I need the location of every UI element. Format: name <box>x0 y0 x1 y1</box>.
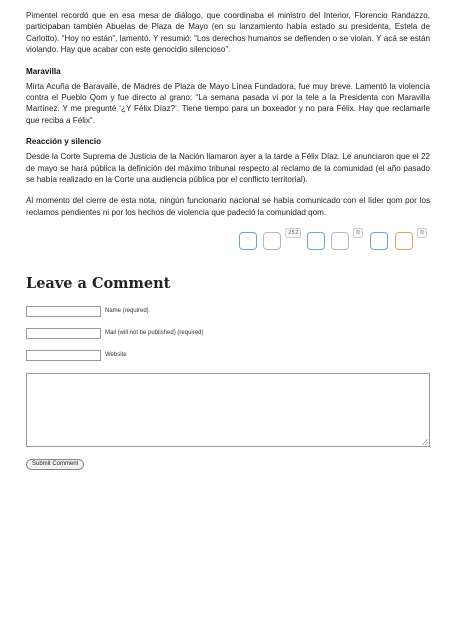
share-buttons-bar <box>26 228 430 256</box>
share-button-4[interactable] <box>331 232 349 250</box>
share-button-3[interactable] <box>307 232 325 250</box>
share-button-2[interactable] <box>263 232 281 250</box>
mail-label: Mail (will not be published) (required) <box>105 330 204 336</box>
leave-comment-heading: Leave a Comment <box>26 275 171 292</box>
name-input[interactable] <box>26 306 101 317</box>
submit-comment-button[interactable]: Submit Comment <box>26 459 84 470</box>
share-count: 252 <box>285 228 301 238</box>
mail-input[interactable] <box>26 328 101 339</box>
share-button-6[interactable] <box>395 232 413 250</box>
website-input[interactable] <box>26 350 101 361</box>
article-body <box>26 10 430 256</box>
article-paragraph: Pimentel recordó que en esa mesa de diálogo, que coordinaba el ministro del Interior, Florencio Randazzo, participaban también Abuelas de Plaza de Mayo (en su lanzamiento había estado su presidenta, Estela de Carlotto). “Hoy no están”, lamentó. Y resumió: “Los derechos humanos se defienden o se violan. Y acá se están violando. Hay que acabar con este genocidio silencioso”. <box>26 11 430 55</box>
website-label: Website <box>105 352 127 358</box>
article-paragraph: Mirta Acuña de Baravalle, de Madres de Plaza de Mayo Línea Fundadora, fue muy breve. Lamentó la violencia contra el Pueblo Qom y fue directo al grano: “La semana pasada vi por la tele a la Presidenta con Maravilla Martínez. Y me pregunté ‘¿Y Félix Díaz?’. Tiene tiempo para un boxeador y no para Félix. Hay que reclamarle que reciba a Félix”. <box>26 81 430 125</box>
article-paragraph: Desde la Corte Suprema de Justicia de la Nación llamaron ayer a la tarde a Félix Díaz. Le anunciaron que el 22 de mayo se hará pública la definición del máximo tribunal respecto al reclamo de la comunidad (el año pasado se había realizado en la Corte una audiencia pública por el conflicto territorial). <box>26 152 430 185</box>
share-button-5[interactable] <box>370 232 388 250</box>
section-heading: Reacción y silencio <box>26 137 102 147</box>
name-label: Name (required) <box>105 308 149 314</box>
article-paragraph: Al momento del cierre de esta nota, ningún funcionario nacional se había comunicado con el líder qom por los reclamos pendientes ni por los hechos de violencia que padeció la comunidad qom. <box>26 196 430 217</box>
resize-handle-icon[interactable] <box>422 439 428 445</box>
comment-textarea[interactable] <box>26 373 430 447</box>
section-heading: Maravilla <box>26 66 61 76</box>
share-count: 0 <box>353 228 363 238</box>
share-count: 0 <box>417 228 427 238</box>
share-button-1[interactable] <box>239 232 257 250</box>
